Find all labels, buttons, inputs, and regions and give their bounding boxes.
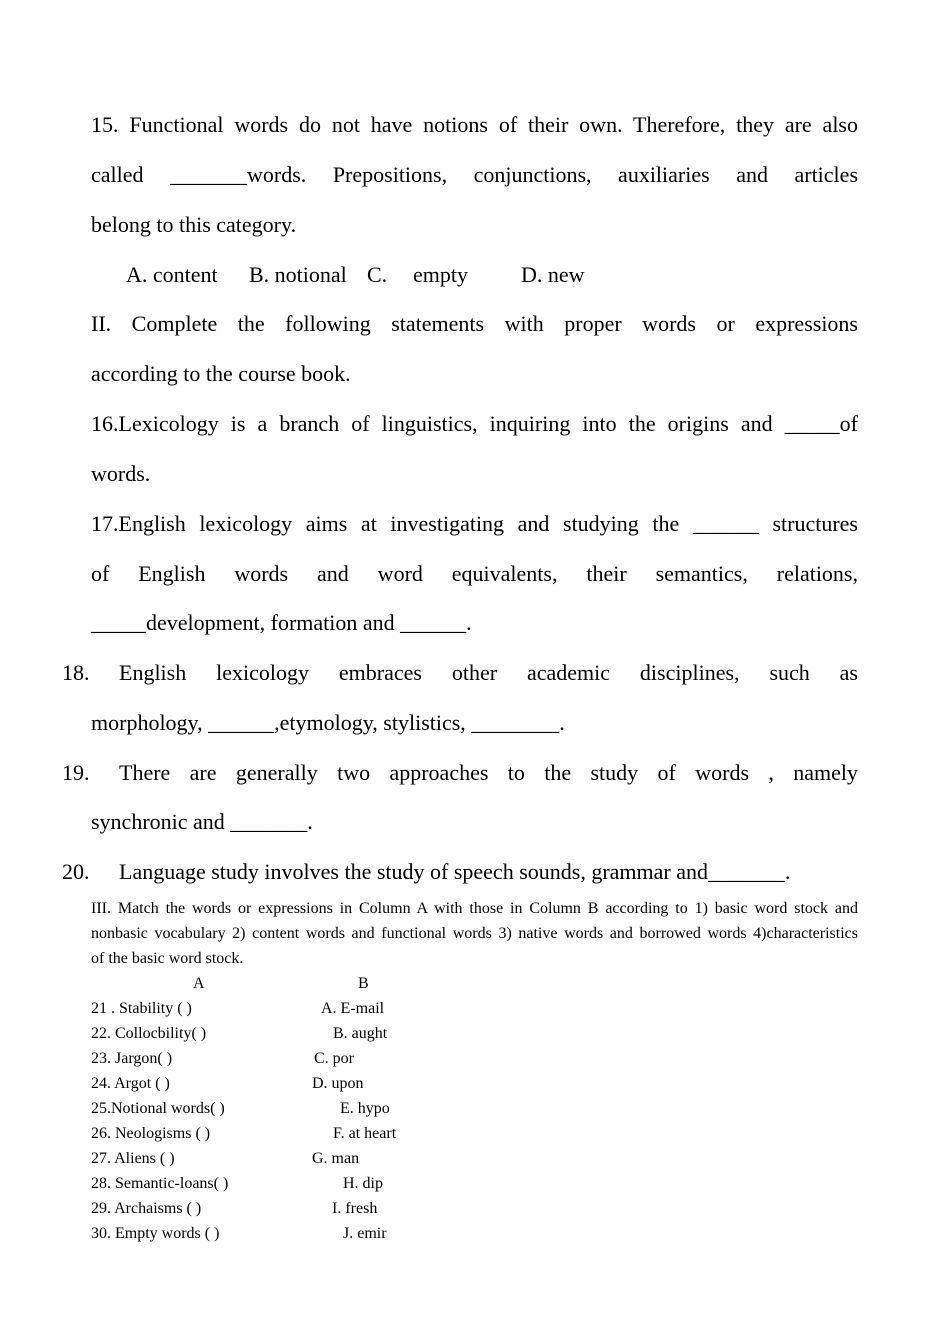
q15-option-c: C.	[367, 262, 388, 287]
q16-line-2: words.	[91, 461, 151, 486]
q15-option-b: B. notional	[249, 262, 347, 287]
match-item-27: 27. Aliens ( )	[91, 1150, 175, 1167]
match-option-b: B. aught	[333, 1025, 388, 1042]
q19-line-2: synchronic and _______.	[91, 809, 313, 834]
q17-line-1: 17.English lexicology aims at investigating and studying the ______ structures	[91, 511, 858, 536]
match-option-e: E. hypo	[340, 1100, 390, 1117]
q19-line-1: There are generally two approaches to the study of words , namely	[119, 760, 858, 785]
q15-option-c-text: empty	[413, 262, 468, 287]
match-item-23: 23. Jargon( )	[91, 1050, 173, 1067]
match-option-j: J. emir	[343, 1225, 387, 1242]
match-item-24: 24. Argot ( )	[91, 1075, 170, 1092]
match-option-i: I. fresh	[332, 1200, 378, 1217]
q18-line-2: morphology, ______,etymology, stylistics, ________.	[91, 710, 565, 735]
q15-line-2: called _______words. Prepositions, conjunctions, auxiliaries and articles	[91, 162, 858, 187]
section-2-heading-line-2: according to the course book.	[91, 361, 351, 386]
match-option-g: G. man	[312, 1150, 360, 1167]
q16-line-1: 16.Lexicology is a branch of linguistics, inquiring into the origins and _____of	[91, 411, 858, 436]
q20-line-1: Language study involves the study of speech sounds, grammar and_______.	[119, 859, 791, 884]
q15-option-a: A. content	[126, 262, 218, 287]
q17-line-3: _____development, formation and ______.	[91, 610, 472, 635]
section-3-heading-line-2: nonbasic vocabulary 2) content words and functional words 3) native words and borrowed words 4)characteristics	[91, 925, 858, 942]
q15-line-1: 15. Functional words do not have notions of their own. Therefore, they are also	[91, 112, 858, 137]
section-2-heading-line-1: II. Complete the following statements with proper words or expressions	[91, 311, 858, 336]
match-item-21: 21 . Stability ( )	[91, 1000, 192, 1017]
match-option-d: D. upon	[312, 1075, 364, 1092]
column-a-header: A	[193, 975, 205, 992]
section-3-heading-line-1: III. Match the words or expressions in Column A with those in Column B according to 1) basic word stock and	[91, 900, 858, 917]
match-item-29: 29. Archaisms ( )	[91, 1200, 202, 1217]
q18-line-1: English lexicology embraces other academic disciplines, such as	[119, 660, 858, 685]
match-item-28: 28. Semantic-loans( )	[91, 1175, 229, 1192]
q18-number: 18.	[62, 660, 90, 685]
section-3-heading-line-3: of the basic word stock.	[91, 950, 244, 967]
q17-line-2: of English words and word equivalents, their semantics, relations,	[91, 561, 858, 586]
q19-number: 19.	[62, 760, 90, 785]
match-option-c: C. por	[314, 1050, 354, 1067]
match-option-h: H. dip	[343, 1175, 383, 1192]
q15-option-d: D. new	[521, 262, 585, 287]
match-item-30: 30. Empty words ( )	[91, 1225, 220, 1242]
match-item-22: 22. Collocbility( )	[91, 1025, 207, 1042]
match-option-f: F. at heart	[333, 1125, 397, 1142]
column-b-header: B	[358, 975, 369, 992]
match-item-26: 26. Neologisms ( )	[91, 1125, 211, 1142]
match-item-25: 25.Notional words( )	[91, 1100, 225, 1117]
q20-number: 20.	[62, 859, 90, 884]
match-option-a: A. E-mail	[321, 1000, 385, 1017]
q15-line-3: belong to this category.	[91, 212, 297, 237]
